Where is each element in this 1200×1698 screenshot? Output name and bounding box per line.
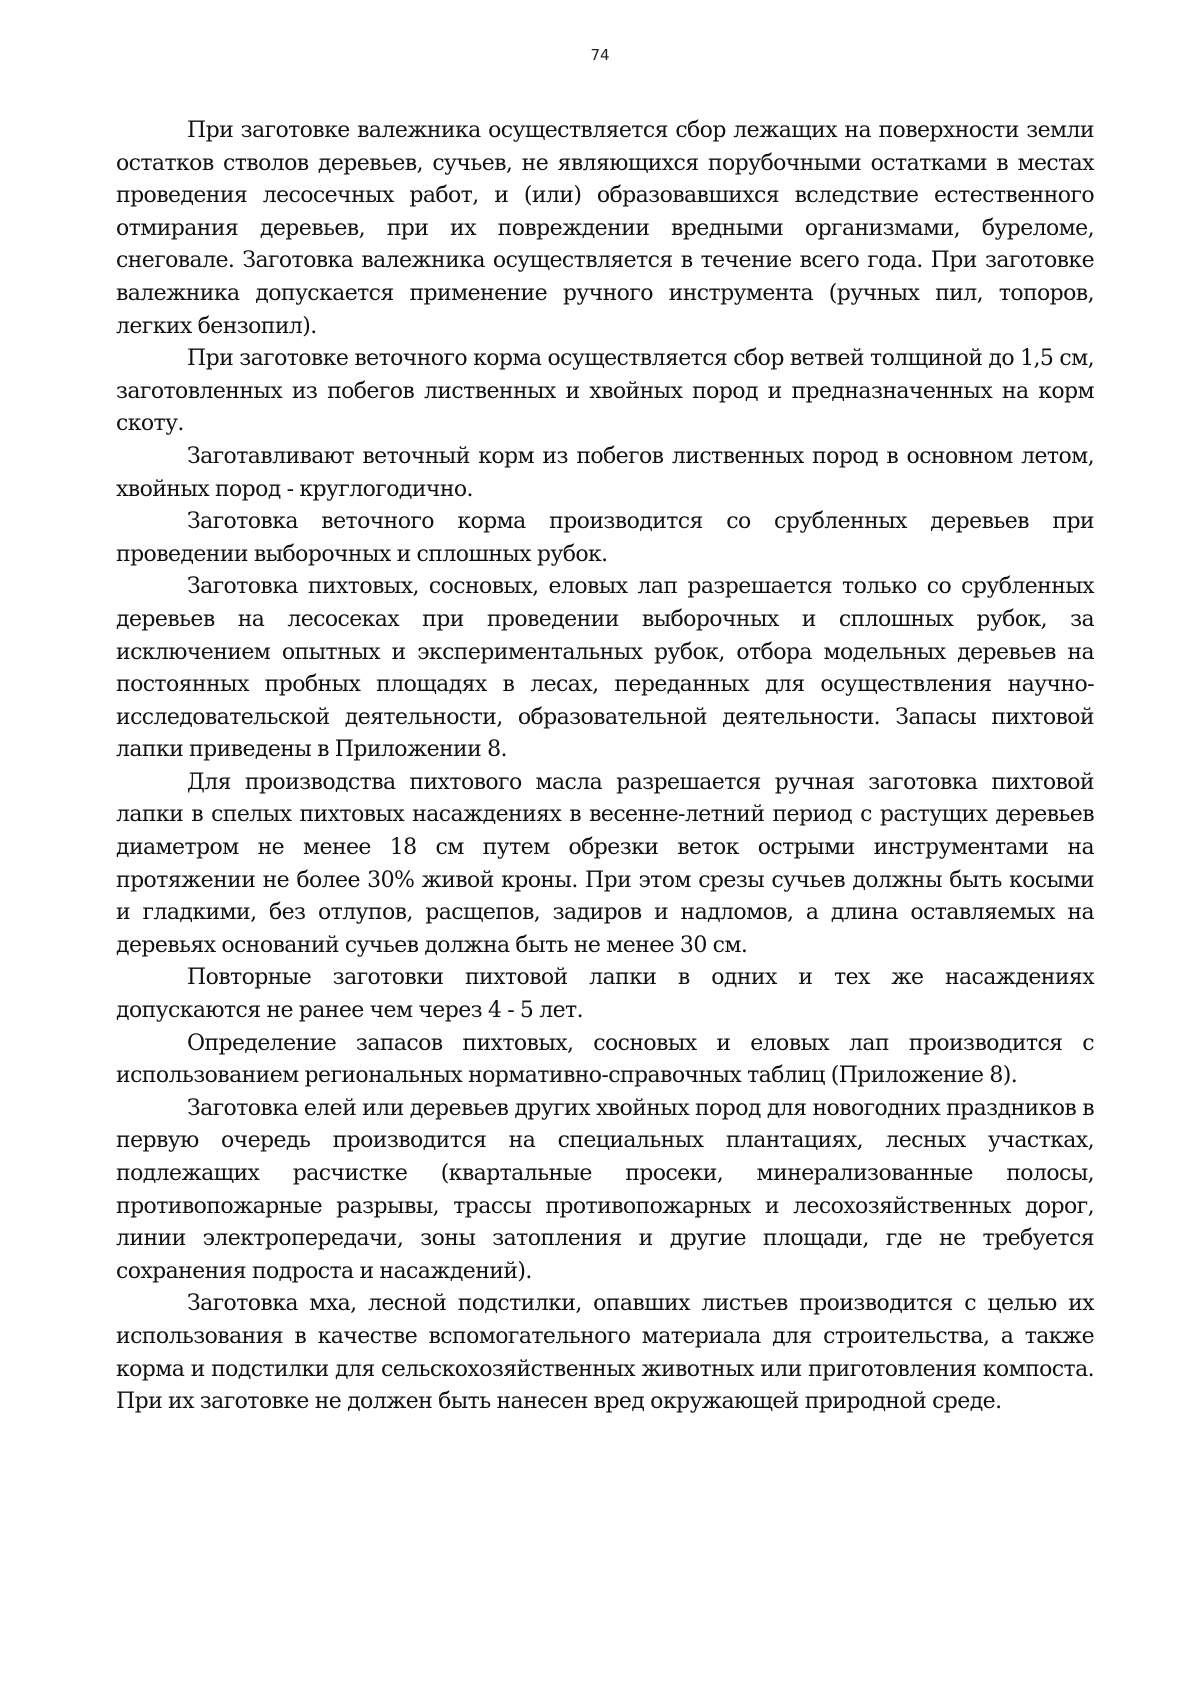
body-text [116,115,1094,1419]
paragraph-4: Заготовка веточного корма производится со срубленных деревьев при проведении выборочных и сплошных рубок. [116,509,1094,567]
page-number: 74 [590,46,610,64]
paragraph-8: Определение запасов пихтовых, сосновых и еловых лап производится с использованием региональных нормативно-справочных таблиц (Приложение 8). [116,1030,1094,1089]
paragraph-9: Заготовка елей или деревьев других хвойных пород для новогодних праздников в первую очередь производится на специальных плантациях, лесных участках, подлежащих расчистке (квартальные просеки, минерализованные полосы, противопожарные разрывы, трассы противопожарных и лесохозяйственных дорог, линии электропередачи, зоны затопления и другие площади, где не требуется сохранения подроста и насаждений). [116,1095,1094,1284]
paragraph-1: При заготовке валежника осуществляется сбор лежащих на поверхности земли остатков стволов деревьев, сучьев, не являющихся порубочными остатками в местах проведения лесосечных работ, и (или) образовавшихся вследствие естественного отмирания деревьев, при их повреждении вредными организмами, буреломе, снеговале. Заготовка валежника осуществляется в течение всего года. При заготовке валежника допускается применение ручного инструмента (ручных пил, топоров, легких бензопил). [116,118,1094,339]
paragraph-3: Заготавливают веточный корм из побегов лиственных пород в основном летом, хвойных пород - круглогодично. [116,443,1094,502]
paragraph-2: При заготовке веточного корма осуществляется сбор ветвей толщиной до 1,5 см, заготовленных из побегов лиственных и хвойных пород и предназначенных на корм скоту. [116,346,1094,437]
paragraph-10: Заготовка мха, лесной подстилки, опавших листьев производится с целью их использования в качестве вспомогательного материала для строительства, а также корма и подстилки для сельскохозяйственных животных или приготовления компоста. При их заготовке не должен быть нанесен вред окружающей природной среде. [116,1291,1094,1415]
paragraph-6: Для производства пихтового масла разрешается ручная заготовка пихтовой лапки в спелых пихтовых насаждениях в весенне-летний период с растущих деревьев диаметром не менее 18 см путем обрезки веток острыми инструментами на протяжении не более 30% живой кроны. При этом срезы сучьев должны быть косыми и гладкими, без отлупов, расщепов, задиров и надломов, а длина оставляемых на деревьях оснований сучьев должна быть не менее 30 см. [116,769,1094,958]
paragraph-5: Заготовка пихтовых, сосновых, еловых лап разрешается только со срубленных деревьев на лесосеках при проведении выборочных и сплошных рубок, за исключением опытных и экспериментальных рубок, отбора модельных деревьев на постоянных пробных площадях в лесах, переданных для осуществления научно-исследовательской деятельности, образовательной деятельности. Запасы пихтовой лапки приведены в Приложении 8. [116,574,1094,763]
paragraph-7: Повторные заготовки пихтовой лапки в одних и тех же насаждениях допускаются не ранее чем через 4 - 5 лет. [116,965,1094,1024]
